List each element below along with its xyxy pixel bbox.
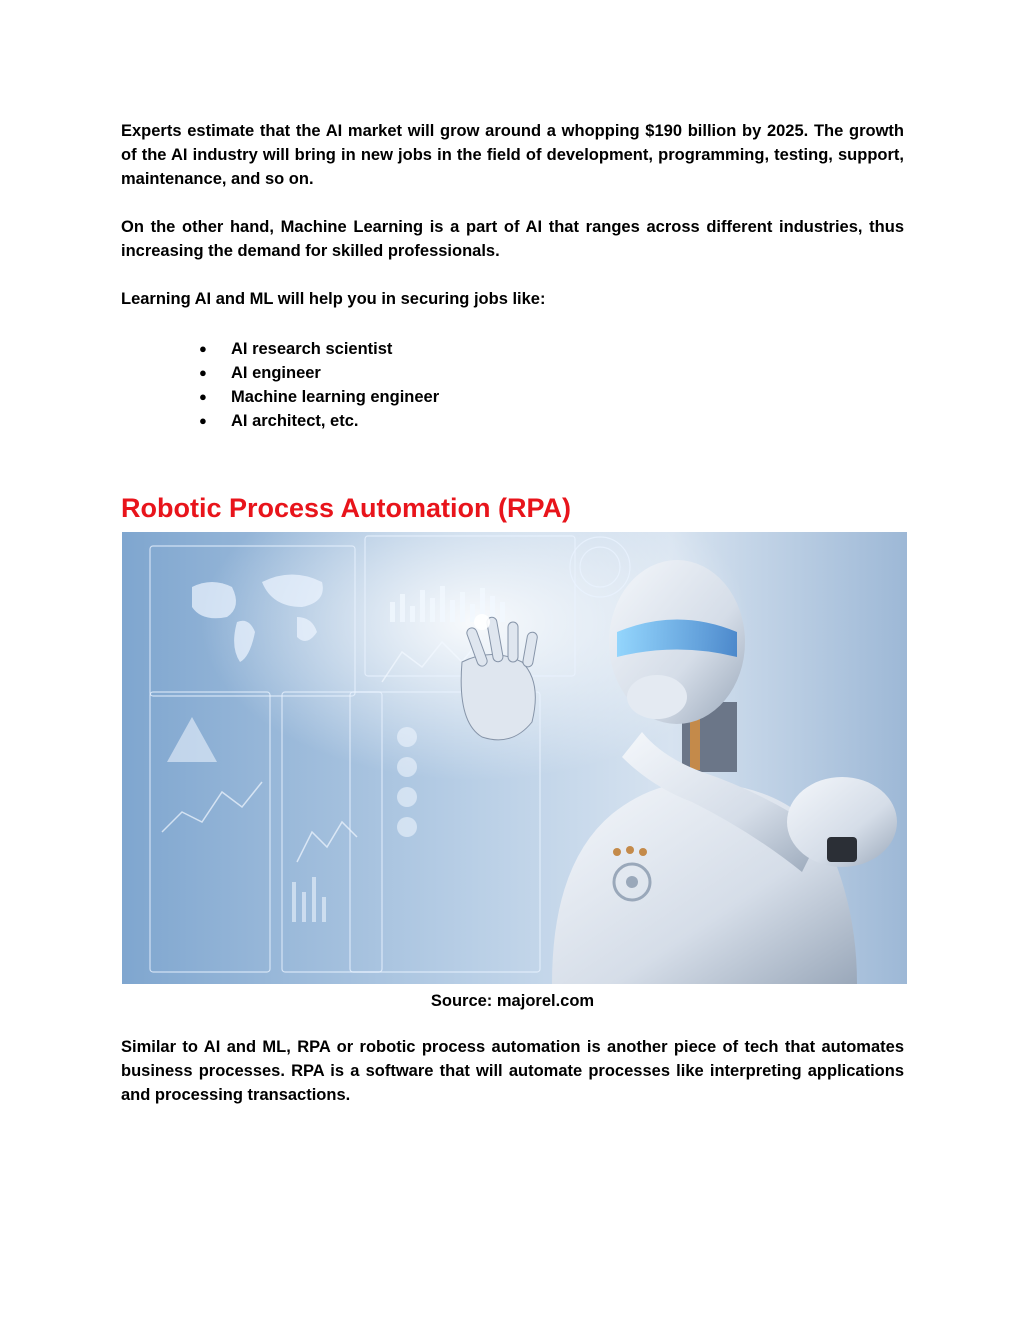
list-item [199, 361, 439, 385]
list-item [199, 337, 439, 361]
figure-caption: Source: majorel.com [430, 992, 595, 1010]
jobs-list [199, 337, 439, 433]
paragraph-rpa: Similar to AI and ML, RPA or robotic process automation is another piece of tech that automates business processes. RPA is a software that will automate processes like interpreting applications and processing transactions. [121, 1038, 904, 1104]
paragraph-machine-learning: On the other hand, Machine Learning is a part of AI that ranges across different industries, thus increasing the demand for skilled professionals. [121, 218, 904, 260]
list-item-label: Machine learning engineer [231, 388, 440, 406]
bullet-icon: ● [199, 341, 207, 356]
bullet-icon: ● [199, 413, 207, 428]
bullet-icon: ● [199, 365, 207, 380]
robot-image [122, 532, 907, 984]
list-item [199, 385, 439, 409]
list-item-label: AI architect, etc. [231, 412, 359, 430]
list-item-label: AI research scientist [231, 340, 393, 358]
bullet-icon: ● [199, 389, 207, 404]
paragraph-jobs-intro: Learning AI and ML will help you in securing jobs like: [121, 290, 546, 308]
section-heading-rpa: Robotic Process Automation (RPA) [121, 493, 572, 523]
list-item-label: AI engineer [231, 364, 321, 382]
list-item [199, 409, 439, 433]
paragraph-ai-market: Experts estimate that the AI market will grow around a whopping $190 billion by 2025. The growth of the AI industry will bring in new jobs in the field of development, programming, testing, support, maintenance, and so on. [121, 122, 904, 188]
